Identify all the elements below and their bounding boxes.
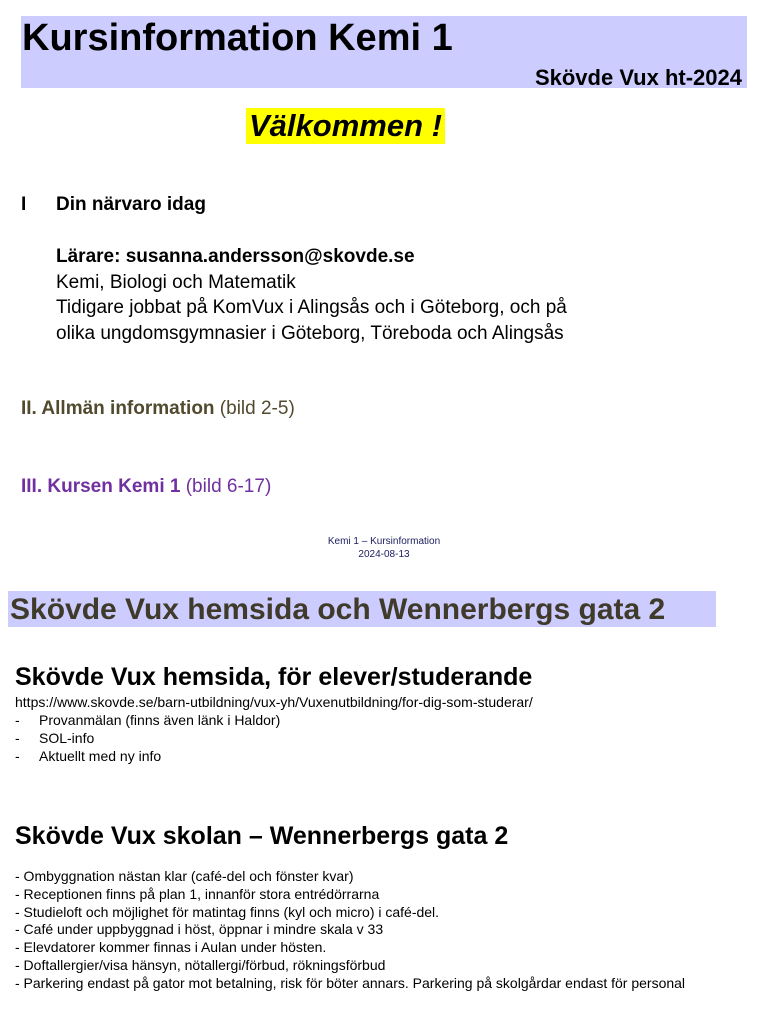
section1-numeral: I — [21, 194, 27, 215]
list-item: - Elevdatorer kommer finnas i Aulan under hösten. — [15, 939, 327, 956]
footer-date: 2024-08-13 — [358, 549, 410, 560]
list-item: - Café under uppbyggnad i höst, öppnar i mindre skala v 33 — [15, 921, 384, 938]
list-dash: - — [15, 712, 20, 728]
section2-pages: (bild 2-5) — [214, 398, 295, 419]
page-title: Kursinformation Kemi 1 — [22, 17, 453, 59]
website-list — [15, 711, 280, 765]
list-item — [15, 747, 280, 765]
list-item-text: SOL-info — [39, 730, 95, 746]
page-subtitle: Skövde Vux ht-2024 — [534, 65, 742, 90]
list-item — [15, 729, 280, 747]
slide2-title: Skövde Vux hemsida och Wennerbergs gata 2 — [10, 593, 666, 626]
section3-heading: III. Kursen Kemi 1 — [21, 476, 181, 497]
slide-website-and-school — [0, 570, 768, 1024]
teacher-subjects: Kemi, Biologi och Matematik — [56, 271, 296, 293]
list-item: - Ombyggnation nästan klar (café-del och fönster kvar) — [15, 868, 354, 884]
teacher-info — [56, 244, 567, 346]
school-heading: Skövde Vux skolan – Wennerbergs gata 2 — [15, 822, 509, 850]
section2-heading: II. Allmän information — [21, 398, 215, 419]
list-item: - Receptionen finns på plan 1, innanför stora entrédörrarna — [15, 885, 380, 902]
slide-footer — [0, 535, 768, 561]
list-item-text: Provanmälan (finns även länk i Haldor) — [39, 712, 281, 728]
footer-course: Kemi 1 – Kursinformation — [327, 536, 441, 547]
school-list — [15, 868, 685, 993]
list-item-text: Aktuellt med ny info — [39, 748, 162, 764]
section1-heading: Din närvaro idag — [56, 194, 206, 215]
website-heading: Skövde Vux hemsida, för elever/studerande — [15, 663, 533, 691]
list-dash: - — [15, 730, 20, 746]
section2 — [21, 397, 295, 421]
list-dash: - — [15, 748, 20, 764]
section3-pages: (bild 6-17) — [180, 476, 272, 497]
list-item: - Parkering endast på gator mot betalning, risk för böter annars. Parkering på skolgårdar endast för personal — [15, 974, 686, 991]
website-url[interactable]: https://www.skovde.se/barn-utbildning/vux-yh/Vuxenutbildning/for-dig-som-studerar/ — [15, 694, 533, 710]
list-item: - Studieloft och möjlighet för matintag finns (kyl och micro) i café-del. — [15, 903, 440, 920]
list-item: - Doftallergier/visa hänsyn, nötallergi/förbud, rökningsförbud — [15, 956, 386, 973]
teacher-experience-line1: Tidigare jobbat på KomVux i Alingsås och i Göteborg, och på — [56, 297, 567, 318]
teacher-email: Lärare: susanna.andersson@skovde.se — [56, 246, 415, 267]
welcome-banner: Välkommen ! — [246, 108, 445, 144]
teacher-experience-line2: olika ungdomsgymnasier i Göteborg, Töreboda och Alingsås — [56, 322, 564, 344]
section3 — [21, 475, 271, 499]
list-item — [15, 711, 280, 729]
